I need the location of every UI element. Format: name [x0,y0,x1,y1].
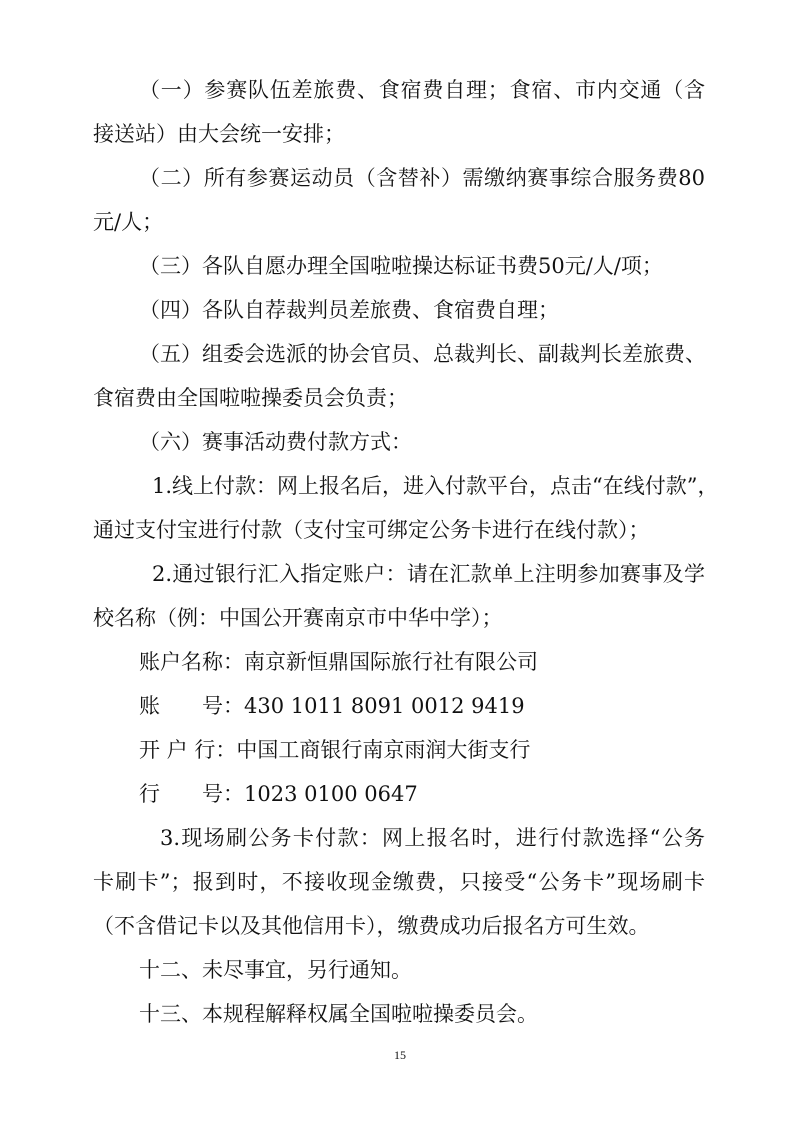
paragraph-line: 2.通过银行汇入指定账户：请在汇款单上注明参加赛事及学 [152,562,705,586]
paragraph-line: （三）各队自愿办理全国啦啦操达标证书费50元/人/项； [139,254,663,278]
paragraph-line: 十三、本规程解释权属全国啦啦操委员会。 [139,1002,538,1026]
paragraph-line: （不含借记卡以及其他信用卡），缴费成功后报名方可生效。 [93,914,650,938]
paragraph-line: 接送站）由大会统一安排； [93,122,345,146]
paragraph-line: （一）参赛队伍差旅费、食宿费自理；食宿、市内交通（含 [139,78,705,102]
paragraph-line: 元/人； [93,210,164,234]
bank-code-value: 1023 0100 0647 [244,782,418,806]
paragraph-line: 通过支付宝进行付款（支付宝可绑定公务卡进行在线付款）； [93,518,650,542]
paragraph-line: （五）组委会选派的协会官员、总裁判长、副裁判长差旅费、 [139,342,706,366]
account-number-label: 账 号： [139,694,244,718]
account-name-row [139,648,538,676]
paragraph-line: （六）赛事活动费付款方式： [139,430,412,454]
paragraph-line: 十二、未尽事宜，另行通知。 [139,958,412,982]
paragraph-line: （二）所有参赛运动员（含替补）需缴纳赛事综合服务费80 [139,166,705,190]
bank-row [139,736,530,764]
bank-code-label: 行 号： [139,782,244,806]
bank-code-row [139,780,418,808]
paragraph-line: 食宿费由全国啦啦操委员会负责； [93,386,408,410]
paragraph-line: （四）各队自荐裁判员差旅费、食宿费自理； [139,298,559,322]
paragraph-line: 卡刷卡”；报到时，不接收现金缴费，只接受“公务卡”现场刷卡 [93,870,705,894]
account-name-label: 账户名称： [139,650,244,674]
paragraph-line: 3.现场刷公务卡付款：网上报名时，进行付款选择“公务 [160,826,705,850]
page-number: 15 [394,1048,406,1062]
account-name-value: 南京新恒鼎国际旅行社有限公司 [244,650,538,674]
bank-value: 中国工商银行南京雨润大街支行 [236,738,531,762]
bank-label: 开 户 行： [139,738,237,762]
paragraph-line: 校名称（例：中国公开赛南京市中华中学）； [93,606,503,630]
account-number-value: 430 1011 8091 0012 9419 [244,694,525,718]
account-number-row [139,692,525,720]
paragraph-line: 1.线上付款：网上报名后，进入付款平台，点击“在线付款”， [152,474,719,498]
